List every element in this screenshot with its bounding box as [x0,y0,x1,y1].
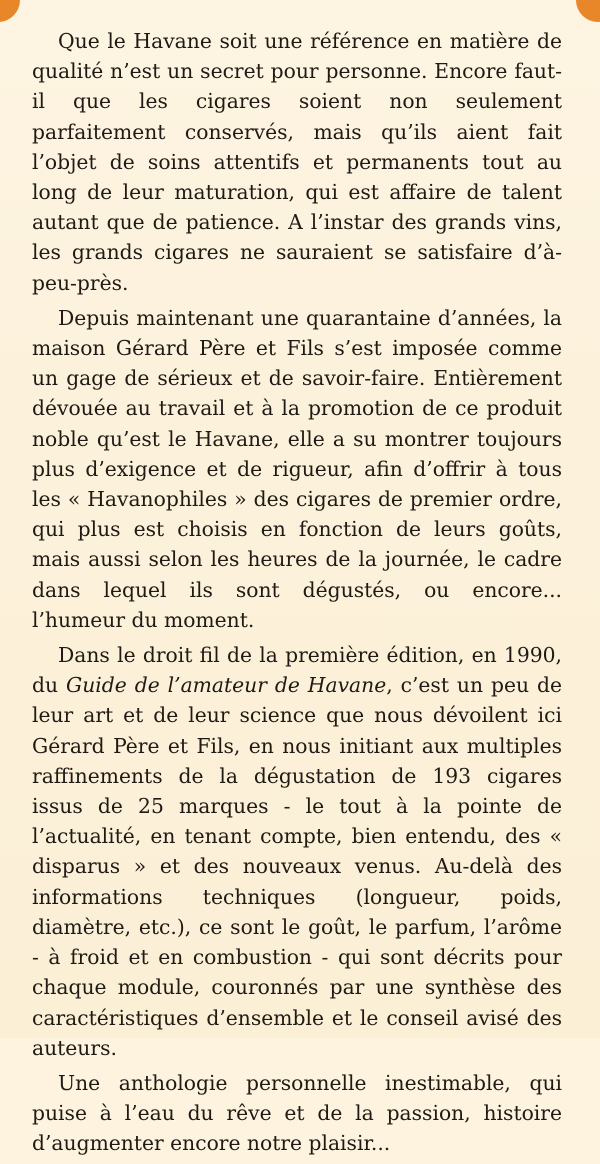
paragraph-2: Depuis maintenant une quarantaine d’années, la maison Gérard Père et Fils s’est imposée comme un gage de sérieux et de savoir-faire. Entièrement dévouée au travail et à la promotion de ce produit noble qu’est le Havane, elle a su montrer toujours plus d’exigence et de rigueur, afin d’offrir à tous les « Havanophiles » des cigares de premier ordre, qui plus est choisis en fonction de leurs goûts, mais aussi selon les heures de la journée, le cadre dans lequel ils sont dégustés, ou encore... l’humeur du moment. [32,305,562,632]
paragraph-4: Une anthologie personnelle inestimable, qui puise à l’eau du rêve et de la passion, histoire d’augmenter encore notre plaisir... [32,1070,562,1156]
paragraph-3-before: Dans le droit fil de la première édition, en 1990, du [32,643,562,698]
paragraph-1: Que le Havane soit une référence en matière de qualité n’est un secret pour personne. Encore faut-il que les cigares soient non seulement parfaitement conservés, mais qu’ils aient fait l’objet de soins attentifs et permanents tout au long de leur maturation, qui est affaire de talent autant que de patience. A l’instar des grands vins, les grands cigares ne sauraient se satisfaire d’à-peu-près. [32,29,562,295]
paragraph-3 [32,640,562,1063]
paragraph-3-after: , c’est un peu de leur art et de leur science que nous dévoilent ici Gérard Père et Fils, en nous initiant aux multiples raffinements de la dégustation de 193 cigares issus de 25 marques - le tout à la pointe de l’actualité, en tenant compte, bien entendu, des « disparus » et des nouveaux venus. Au-delà des informations techniques (longueur, poids, diamètre, etc.), ce sont le goût, le parfum, l’arôme - à froid et en combustion - qui sont décrits pour chaque module, couronnés par une synthèse des caractéristiques d’ensemble et le conseil avisé des auteurs. [32,673,562,1060]
decorative-corner-left [0,0,20,22]
decorative-corner-right [576,0,600,22]
book-title: Guide de l’amateur de Havane [66,673,387,698]
body-text [32,26,562,1164]
